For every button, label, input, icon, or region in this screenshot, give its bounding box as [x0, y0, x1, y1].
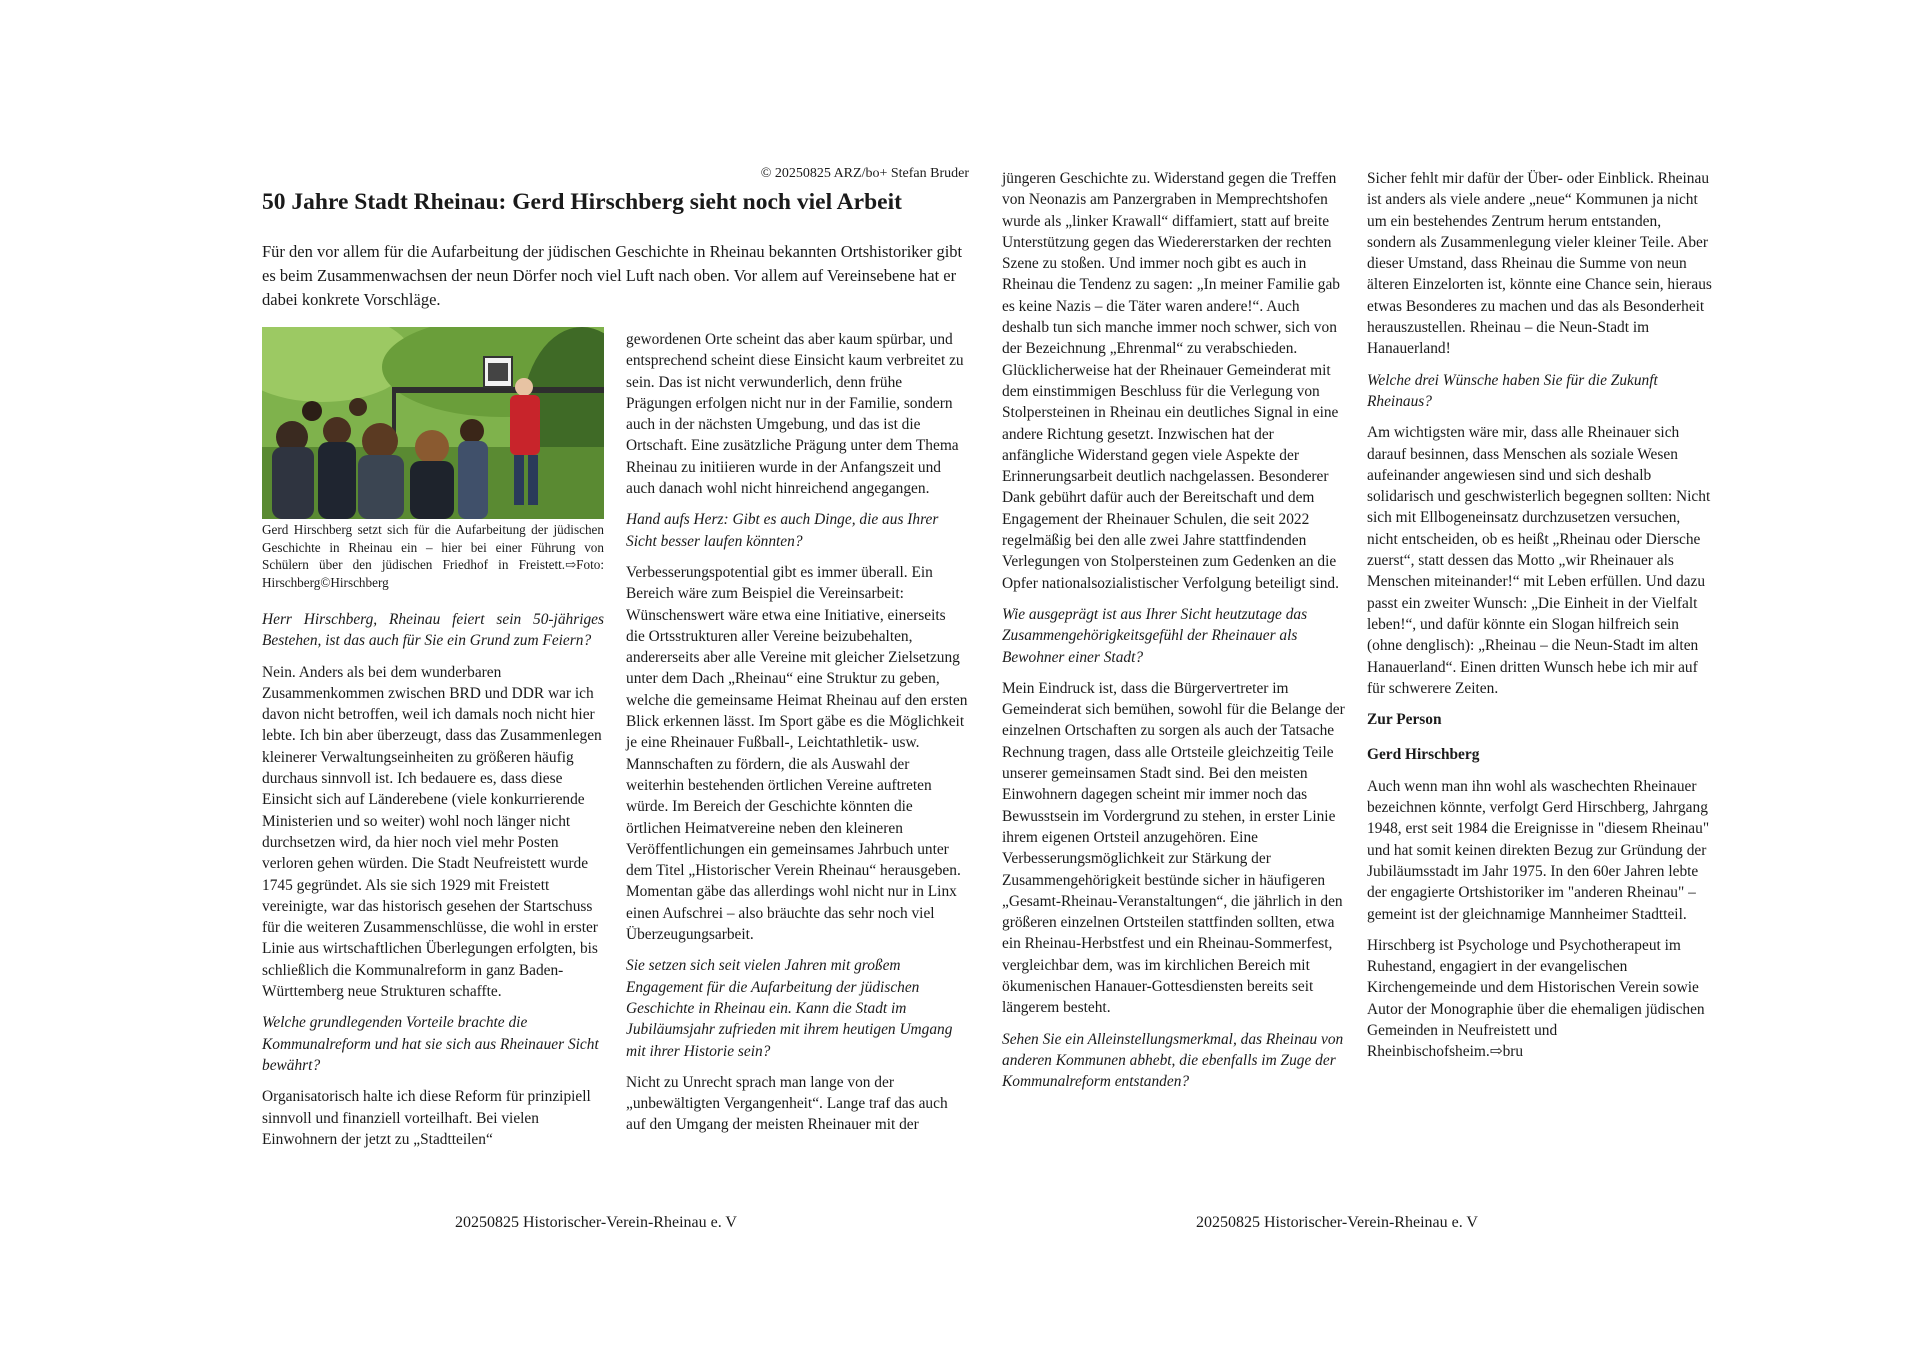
- person-section-heading: Zur Person: [1367, 711, 1442, 729]
- article-lead: Für den vor allem für die Aufarbeitung der jüdischen Geschichte in Rheinau bekannten Ortshistoriker gibt es beim Zusammenwachsen der neun Dörfer noch viel Luft nach oben. Vor allem auf Vereinsebene hat er dabei konkrete Vorschläge.: [262, 242, 963, 309]
- article-headline: 50 Jahre Stadt Rheinau: Gerd Hirschberg sieht noch viel Arbeit: [262, 189, 902, 215]
- answer-2-continued: gewordenen Orte scheint das aber kaum spürbar, und entsprechend scheint diese Einsicht kaum verbreitet zu sein. Das ist nicht verwunderlich, denn frühe Prägungen erfolgen nicht nur in der Familie, sondern auch in der nächsten Umgebung, und das ist die Ortschaft. Eine zusätzliche Prägung unter dem Thema Rheinau zu initiieren wurde in der Anfangszeit und auch danach wohl nicht hinreichend angegangen.: [626, 331, 964, 498]
- column-3: [1002, 168, 1346, 1102]
- bio-paragraph-1: Auch wenn man ihn wohl als waschechten Rheinauer bezeichnen könnte, verfolgt Gerd Hirschberg, Jahrgang 1948, erst seit 1984 die Ereignisse in "diesem Rheinau" und hat somit keinen direkten Bezug zur Gründung der Jubiläumsstadt im Jahr 1975. In den 60er Jahren lebte der engagierte Ortshistoriker im "anderen Rheinau" – gemeint ist der gleichnamige Mannheimer Stadtteil.: [1367, 777, 1710, 923]
- answer-5: Mein Eindruck ist, dass die Bürgervertreter im Gemeinderat sich bemühen, sowohl für die Belange der einzelnen Ortschaften zu sorgen als auch der Tatsache Rechnung tragen, dass alle Ortsteile gleichzeitig Teile unserer gemeinsamen Stadt sind. Bei den meisten Einwohnern dagegen scheint mir immer noch das Bewusstsein im Vordergrund zu stehen, in erster Linie ihrem eigenen Ortsteil anzugehören. Eine Verbesserungsmöglichkeit zur Stärkung der Zusammengehörigkeit bestünde sicher in häufigeren „Gesamt-Rheinau-Veranstaltungen“, die jährlich in den größeren einzelnen Ortsteilen stattfinden sollten, etwa ein Rheinau-Herbstfest und ein Rheinau-Sommerfest, vergleichbar dem, was im kirchlichen Bereich mit ökumenischen Hanauer-Gottesdiensten bereits seit längerem besteht.: [1002, 679, 1345, 1017]
- answer-2: Organisatorisch halte ich diese Reform für prinzipiell sinnvoll und finanziell vorteilhaft. Bei vielen Einwohnern der jetzt zu „Stadtteilen“: [262, 1088, 591, 1148]
- answer-4-continued: jüngeren Geschichte zu. Widerstand gegen die Treffen von Neonazis am Panzergraben in Memprechtshofen wurde als „linker Krawall“ diffamiert, statt auf breite Unterstützung gegen das Wiedererstarken der rechten Szene zu stoßen. Und immer noch gibt es auch in Rheinau die Tendenz zu sagen: „In meiner Familie gab es keine Nazis – die Täter waren andere!“. Auch deshalb tun sich manche immer noch schwer, sich von der Bezeichnung „Ehrenmal“ zu verabschieden. Glücklicherweise hat der Rheinauer Gemeinderat mit dem einstimmigen Beschluss für die Verlegung von Stolpersteinen in Rheinau ein deutliches Signal in eine andere Richtung gesetzt. Inzwischen hat der anfängliche Widerstand gegen viele Aspekte der Erinnerungsarbeit deutlich nachgelassen. Besonderer Dank gebührt dafür auch der Bereitschaft und dem Engagement der Rheinauer Schulen, die seit 2022 regelmäßig bei den alle zwei Jahre stattfindenden Verlegungen von Stolpersteinen zum Gedenken an die Opfer nationalsozialistischer Verfolgung beteiligt sind.: [1002, 170, 1340, 592]
- article-photo: [262, 327, 604, 519]
- photo-caption: Gerd Hirschberg setzt sich für die Aufarbeitung der jüdischen Geschichte in Rheinau ein – hier bei einer Führung von Schülern über den jüdischen Friedhof in Freistett.⇨Foto: Hirschberg©Hirschberg: [262, 522, 604, 590]
- footer-left: 20250825 Historischer-Verein-Rheinau e. V: [455, 1214, 737, 1231]
- question-7: Welche drei Wünsche haben Sie für die Zukunft Rheinaus?: [1367, 371, 1658, 410]
- bio-paragraph-2: Hirschberg ist Psychologe und Psychotherapeut im Ruhestand, engagiert in der evangelischen Kirchengemeinde und dem Historischen Verein sowie Autor der Monographie über die ehemaligen jüdischen Gemeinden in Neufreistett und Rheinbischofsheim.⇨bru: [1367, 936, 1705, 1061]
- question-3: Hand aufs Herz: Gibt es auch Dinge, die aus Ihrer Sicht besser laufen könnten?: [626, 511, 939, 550]
- copyright-line: © 20250825 ARZ/bo+ Stefan Bruder: [760, 166, 969, 181]
- column-2: [626, 329, 968, 1146]
- person-name: Gerd Hirschberg: [1367, 746, 1480, 764]
- question-1: Herr Hirschberg, Rheinau feiert sein 50-jähriges Bestehen, ist das auch für Sie ein Grund zum Feiern?: [262, 611, 604, 650]
- column-4: [1367, 168, 1712, 1073]
- answer-4: Nicht zu Unrecht sprach man lange von der „unbewältigten Vergangenheit“. Lange traf das auch auf den Umgang der meisten Rheinauer mit der: [626, 1073, 948, 1134]
- photo-illustration: [262, 327, 604, 519]
- answer-6: Sicher fehlt mir dafür der Über- oder Einblick. Rheinau ist anders als viele andere „neue“ Kommunen ja nicht um ein bestehendes Zentrum herum entstanden, sondern als Zusammenlegung vieler kleiner Teile. Aber dieser Umstand, dass Rheinau die Summe von neun älteren Einzelorten ist, könnte eine Chance sein, hieraus etwas Besonderes zu machen und das als Besonderheit herauszustellen. Rheinau – die Neun-Stadt im Hanauerland!: [1367, 170, 1712, 358]
- question-2: Welche grundlegenden Vorteile brachte die Kommunalreform und hat sie sich aus Rheinauer Sicht bewährt?: [262, 1014, 599, 1074]
- answer-3: Verbesserungspotential gibt es immer überall. Ein Bereich wäre zum Beispiel die Vereinsarbeit: Wünschenswert wäre etwa eine Initiative, einerseits die Ortsstrukturen aller Vereine beizubehalten, andererseits aber alle Vereine mit gleicher Zielsetzung unter dem Dach „Rheinau“ eine Struktur zu geben, welche die gemeinsame Heimat Rheinau auf den ersten Blick erkennen lässt. Im Sport gäbe es die Möglichkeit je eine Rheinauer Fußball-, Leichtathletik- usw. Mannschaften zu fördern, die als Auswahl der weiterhin bestehenden örtlichen Vereine auftreten würde. Im Bereich der Geschichte könnten die örtlichen Heimatvereine neben den kleineren Veröffentlichungen ein gemeinsames Jahrbuch unter dem Titel „Historischer Verein Rheinau“ herausgeben. Momentan gäbe das allerdings wohl nicht nur in Linx einen Aufschrei – also bräuchte das sehr noch viel Überzeugungsarbeit.: [626, 563, 968, 944]
- answer-1: Nein. Anders als bei dem wunderbaren Zusammenkommen zwischen BRD und DDR war ich davon nicht betroffen, weil ich damals noch nicht hier lebte. Ich bin aber überzeugt, dass das Zusammenlegen kleinerer Verwaltungseinheiten zu größeren häufig durchaus sinnvoll ist. Ich bedauere es, dass diese Einsicht sich auf Länderebene (viele konkurrierende Ministerien und so weiter) wohl noch länger nicht durchsetzen wird, da hier noch viel mehr Posten verloren gehen würden. Die Stadt Neufreistett wurde 1745 gegründet. Als sie sich 1929 mit Freistett vereinigte, war das historisch gesehen der Startschuss für die weiteren Zusammenschlüsse, die wohl in erster Linie aus wirtschaftlichen Überlegungen erfolgten, bis schließlich die Kommunalreform in ganz Baden-Württemberg neue Strukturen schaffte.: [262, 663, 602, 1001]
- answer-7: Am wichtigsten wäre mir, dass alle Rheinauer sich darauf besinnen, dass Menschen als soziale Wesen aufeinander angewiesen sind und sich deshalb solidarisch und geschwisterlich begegnen sollten: Nicht sich mit Ellbogeneinsatz durchzusetzen versuchen, nicht entscheiden, ob es heißt „Rheinau oder Diersche zuerst“, statt dessen das Motto „wir Rheinauer als Menschen miteinander!“ mit Leben erfüllen. Und dazu passt ein zweiter Wunsch: „Die Einheit in der Vielfalt leben!“, und dafür könnte ein Slogan hilfreich sein (ohne denglisch): „Rheinau – die Neun-Stadt im alten Hanauerland“. Einen dritten Wunsch hebe ich mir auf für schwerere Zeiten.: [1367, 424, 1711, 697]
- question-6: Sehen Sie ein Alleinstellungsmerkmal, das Rheinau von anderen Kommunen abhebt, die ebenfalls im Zuge der Kommunalreform entstanden?: [1002, 1030, 1344, 1091]
- footer-right: 20250825 Historischer-Verein-Rheinau e. V: [1196, 1214, 1478, 1231]
- question-4: Sie setzen sich seit vielen Jahren mit großem Engagement für die Aufarbeitung der jüdischen Geschichte in Rheinau ein. Kann die Stadt im Jubiläumsjahr zufrieden mit ihrem heutigen Umgang mit ihrer Historie sein?: [626, 957, 953, 1060]
- column-1: [262, 327, 604, 1160]
- question-5: Wie ausgeprägt ist aus Ihrer Sicht heutzutage das Zusammengehörigkeitsgefühl der Rheinauer als Bewohner einer Stadt?: [1002, 605, 1308, 666]
